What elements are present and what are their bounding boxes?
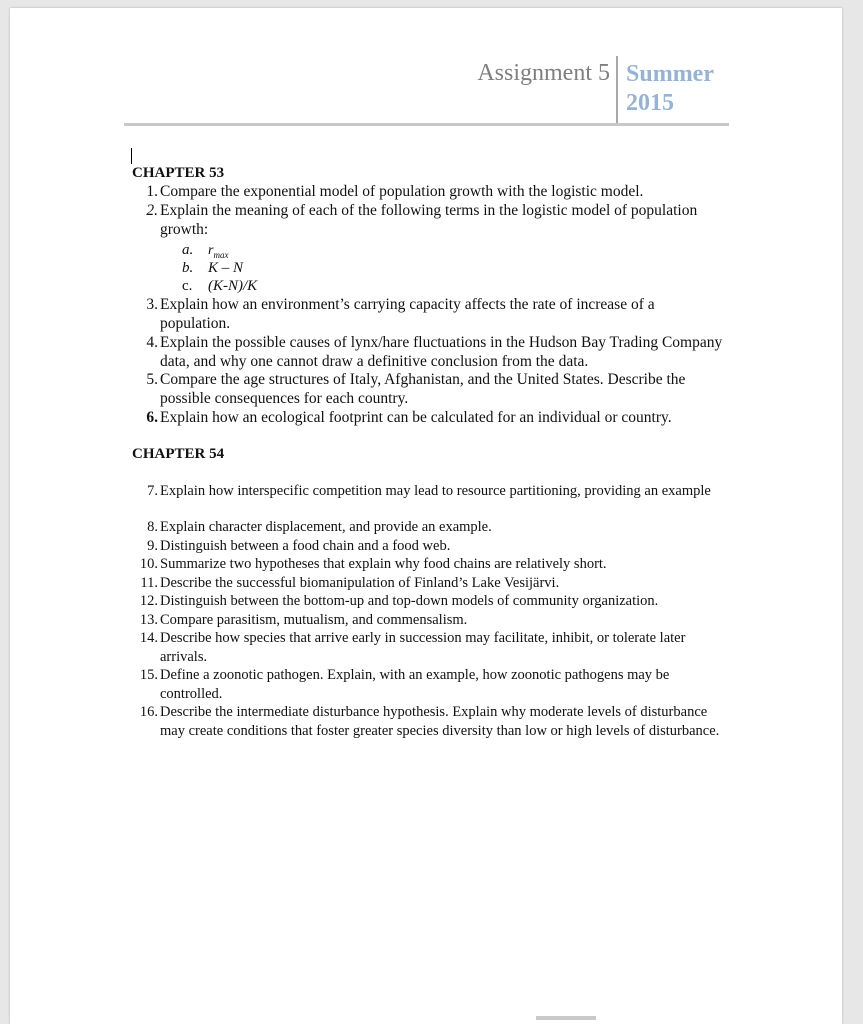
item-text: Explain how an ecological footprint can be calculated for an individual or country. — [160, 409, 672, 426]
item-text: Explain how interspecific competition may lead to resource partitioning, providing an example — [160, 483, 711, 499]
document-page — [10, 8, 842, 1024]
r-max-term: $r_{max}$ — [208, 243, 229, 260]
header-divider — [616, 56, 618, 123]
header-rule — [124, 123, 729, 126]
item-number: 12. — [139, 593, 158, 609]
item-text: Describe the successful biomanipulation of Finland’s Lake Vesijärvi. — [160, 575, 560, 591]
sub-item-c — [182, 277, 257, 295]
item-number: 16. — [139, 704, 158, 720]
item-text: Describe the intermediate disturbance hypothesis. Explain why moderate levels of disturbance may create conditions that foster greater species diversity than low or high levels of disturbance. — [160, 704, 720, 739]
item-number: 14. — [139, 630, 158, 646]
sub-item-letter: c. — [182, 278, 193, 294]
text-cursor — [131, 148, 132, 164]
header-term-year: 2015 — [626, 90, 674, 116]
item-text: Explain the possible causes of lynx/hare fluctuations in the Hudson Bay Trading Company data, and why one cannot draw a definitive conclusion from the data. — [160, 334, 723, 370]
header-term — [626, 60, 726, 118]
scroll-indicator[interactable] — [536, 1016, 596, 1020]
item-text: Summarize two hypotheses that explain why food chains are relatively short. — [160, 556, 607, 572]
chapter-53-heading: CHAPTER 53 — [132, 165, 225, 181]
item-number: 6. — [146, 409, 158, 426]
item-text: Compare the exponential model of population growth with the logistic model. — [160, 183, 644, 200]
item-number: 7. — [147, 483, 158, 499]
item-number: 13. — [139, 612, 158, 628]
item-text: Describe how species that arrive early in succession may facilitate, inhibit, or tolerate later arrivals. — [160, 630, 686, 665]
header-term-season: Summer — [626, 61, 714, 87]
item-number: 5. — [146, 371, 158, 388]
sub-item-b — [182, 259, 243, 277]
item-number: 4. — [146, 334, 158, 351]
sub-item-letter: b. — [182, 260, 194, 276]
item-text: Compare the age structures of Italy, Afghanistan, and the United States. Describe the possible consequences for each country. — [160, 371, 686, 407]
sub-item-text: K – N — [208, 260, 244, 276]
item-text: Define a zoonotic pathogen. Explain, with an example, how zoonotic pathogens may be controlled. — [160, 667, 670, 702]
item-text: Explain character displacement, and provide an example. — [160, 519, 492, 535]
item-number: 9. — [147, 538, 158, 554]
item-number: 11. — [140, 575, 158, 591]
sub-item-text: (K-N)/K — [208, 278, 258, 294]
item-number: 2. — [146, 202, 158, 219]
chapter-54-heading: CHAPTER 54 — [132, 446, 225, 462]
item-text: Explain the meaning of each of the following terms in the logistic model of population growth: — [160, 202, 698, 238]
sub-item-letter: a. — [182, 242, 194, 258]
item-number: 1. — [146, 183, 158, 200]
item-text: Distinguish between the bottom-up and top-down models of community organization. — [160, 593, 659, 609]
item-number: 15. — [139, 667, 158, 683]
item-number: 10. — [139, 556, 158, 572]
item-number: 3. — [146, 296, 158, 313]
item-text: Compare parasitism, mutualism, and commensalism. — [160, 612, 468, 628]
item-text: Explain how an environment’s carrying capacity affects the rate of increase of a population. — [160, 296, 655, 332]
header-title: Assignment 5 — [477, 60, 610, 86]
item-number: 8. — [147, 519, 158, 535]
item-text: Distinguish between a food chain and a food web. — [160, 538, 451, 554]
